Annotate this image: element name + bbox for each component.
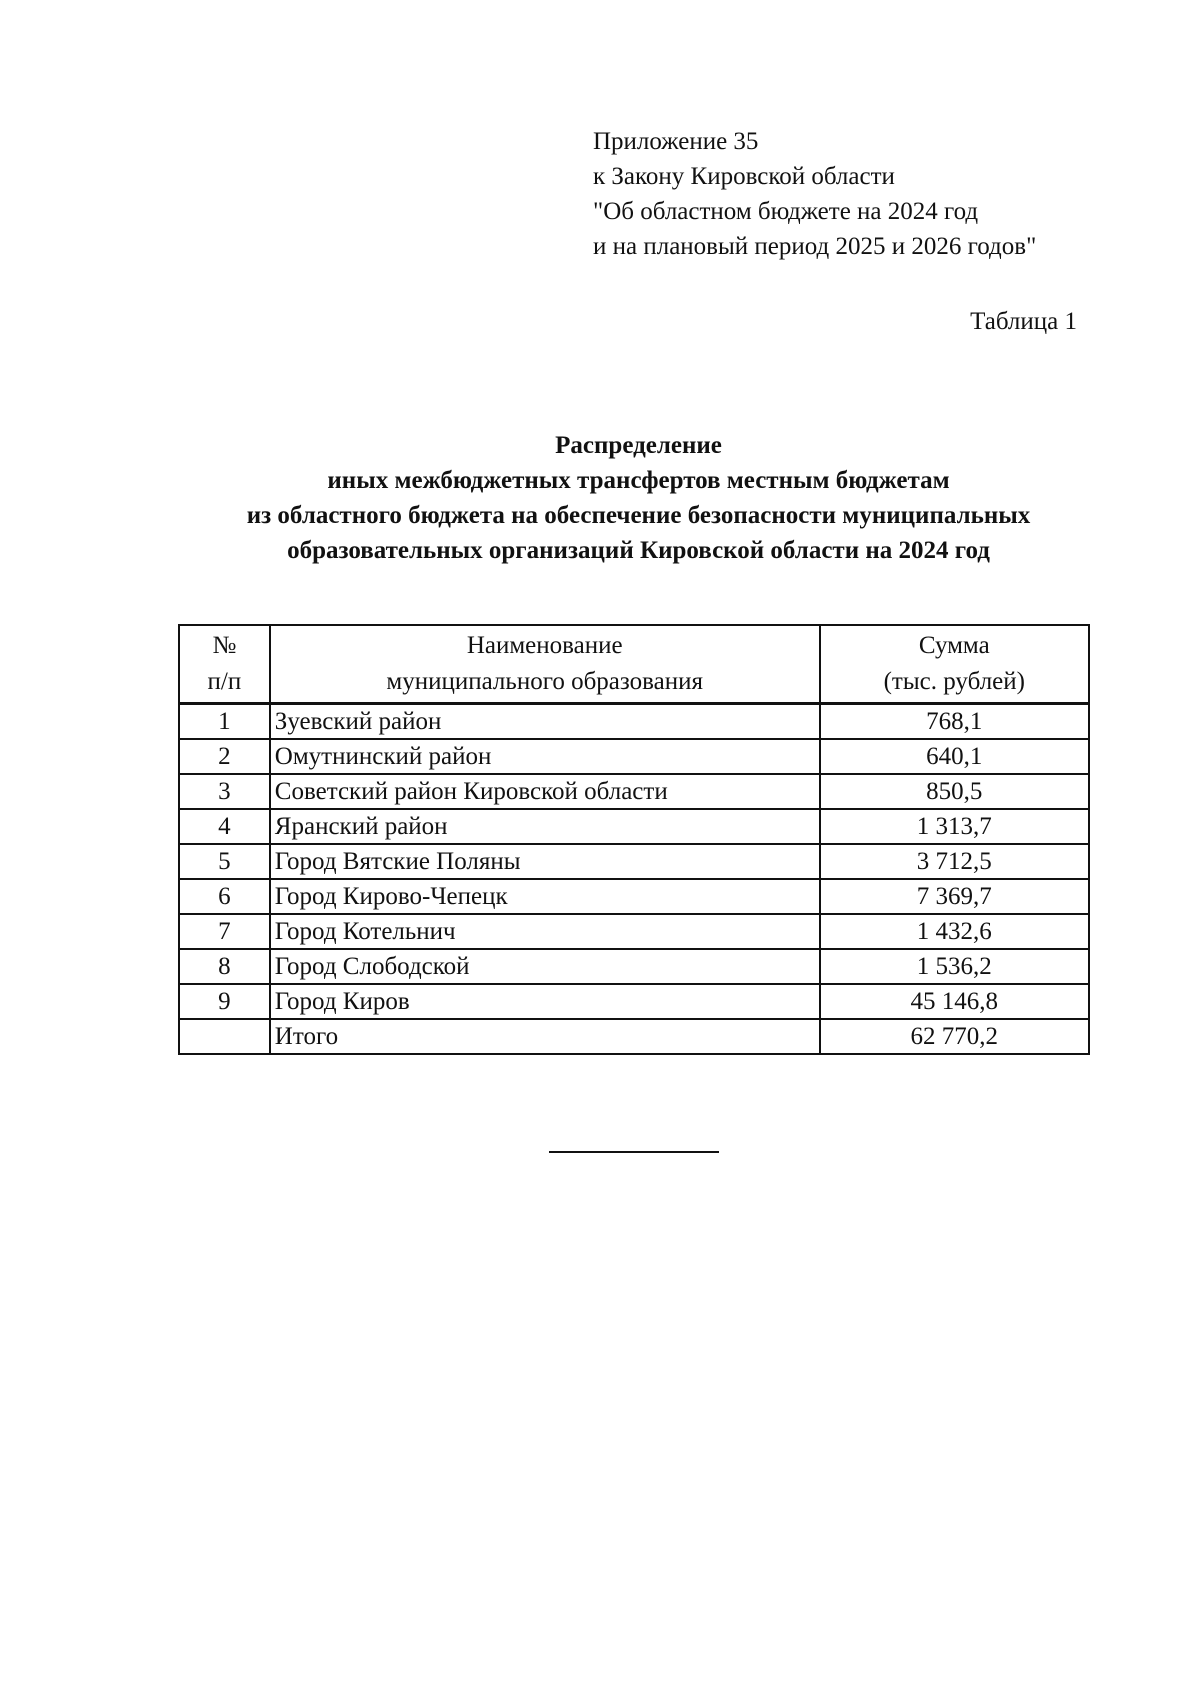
table-row xyxy=(179,809,1089,844)
header-number xyxy=(179,625,270,704)
table-row xyxy=(179,914,1089,949)
header-name xyxy=(270,625,820,704)
total-label: Итого xyxy=(270,1019,820,1054)
table-row xyxy=(179,879,1089,914)
appendix-line: к Закону Кировской области xyxy=(593,163,895,190)
table-header-row xyxy=(179,625,1089,704)
total-sum: 62 770,2 xyxy=(820,1019,1089,1054)
table-row xyxy=(179,984,1089,1019)
row-name: Город Кирово-Чепецк xyxy=(270,879,820,914)
header-sum xyxy=(820,625,1089,704)
table-row xyxy=(179,739,1089,774)
table-row xyxy=(179,844,1089,879)
title-line: Распределение xyxy=(555,432,722,459)
row-sum: 1 313,7 xyxy=(820,809,1089,844)
row-sum: 45 146,8 xyxy=(820,984,1089,1019)
table-row xyxy=(179,949,1089,984)
title-line: образовательных организаций Кировской области на 2024 год xyxy=(287,537,990,564)
header-number-line: № xyxy=(212,632,237,659)
appendix-block xyxy=(593,124,1036,264)
document-title xyxy=(60,428,1200,568)
row-sum: 768,1 xyxy=(820,704,1089,740)
row-number: 5 xyxy=(179,844,270,879)
row-number: 4 xyxy=(179,809,270,844)
row-sum: 850,5 xyxy=(820,774,1089,809)
header-name-line: муниципального образования xyxy=(386,668,703,695)
row-number: 2 xyxy=(179,739,270,774)
row-sum: 3 712,5 xyxy=(820,844,1089,879)
table-label: Таблица 1 xyxy=(970,308,1077,335)
row-sum: 1 536,2 xyxy=(820,949,1089,984)
appendix-line: Приложение 35 xyxy=(593,128,759,155)
table-row xyxy=(179,704,1089,740)
row-number: 6 xyxy=(179,879,270,914)
total-number xyxy=(179,1019,270,1054)
row-number: 7 xyxy=(179,914,270,949)
row-number: 8 xyxy=(179,949,270,984)
header-number-line: п/п xyxy=(207,668,242,695)
table-total-row xyxy=(179,1019,1089,1054)
row-sum: 1 432,6 xyxy=(820,914,1089,949)
row-name: Город Киров xyxy=(270,984,820,1019)
row-name: Город Вятские Поляны xyxy=(270,844,820,879)
row-name: Зуевский район xyxy=(270,704,820,740)
title-line: из областного бюджета на обеспечение безопасности муниципальных xyxy=(246,502,1031,529)
row-sum: 7 369,7 xyxy=(820,879,1089,914)
header-sum-line: (тыс. рублей) xyxy=(883,668,1025,695)
row-name: Яранский район xyxy=(270,809,820,844)
distribution-table xyxy=(178,624,1090,1055)
header-name-line: Наименование xyxy=(466,632,623,659)
row-name: Город Котельнич xyxy=(270,914,820,949)
header-sum-line: Сумма xyxy=(918,632,990,659)
row-name: Омутнинский район xyxy=(270,739,820,774)
row-number: 9 xyxy=(179,984,270,1019)
closing-rule xyxy=(549,1151,719,1153)
row-name: Советский район Кировской области xyxy=(270,774,820,809)
appendix-line: "Об областном бюджете на 2024 год xyxy=(593,198,979,225)
row-name: Город Слободской xyxy=(270,949,820,984)
table-row xyxy=(179,774,1089,809)
appendix-line: и на плановый период 2025 и 2026 годов" xyxy=(593,233,1037,260)
row-sum: 640,1 xyxy=(820,739,1089,774)
row-number: 3 xyxy=(179,774,270,809)
title-line: иных межбюджетных трансфертов местным бюджетам xyxy=(327,467,950,494)
row-number: 1 xyxy=(179,704,270,740)
